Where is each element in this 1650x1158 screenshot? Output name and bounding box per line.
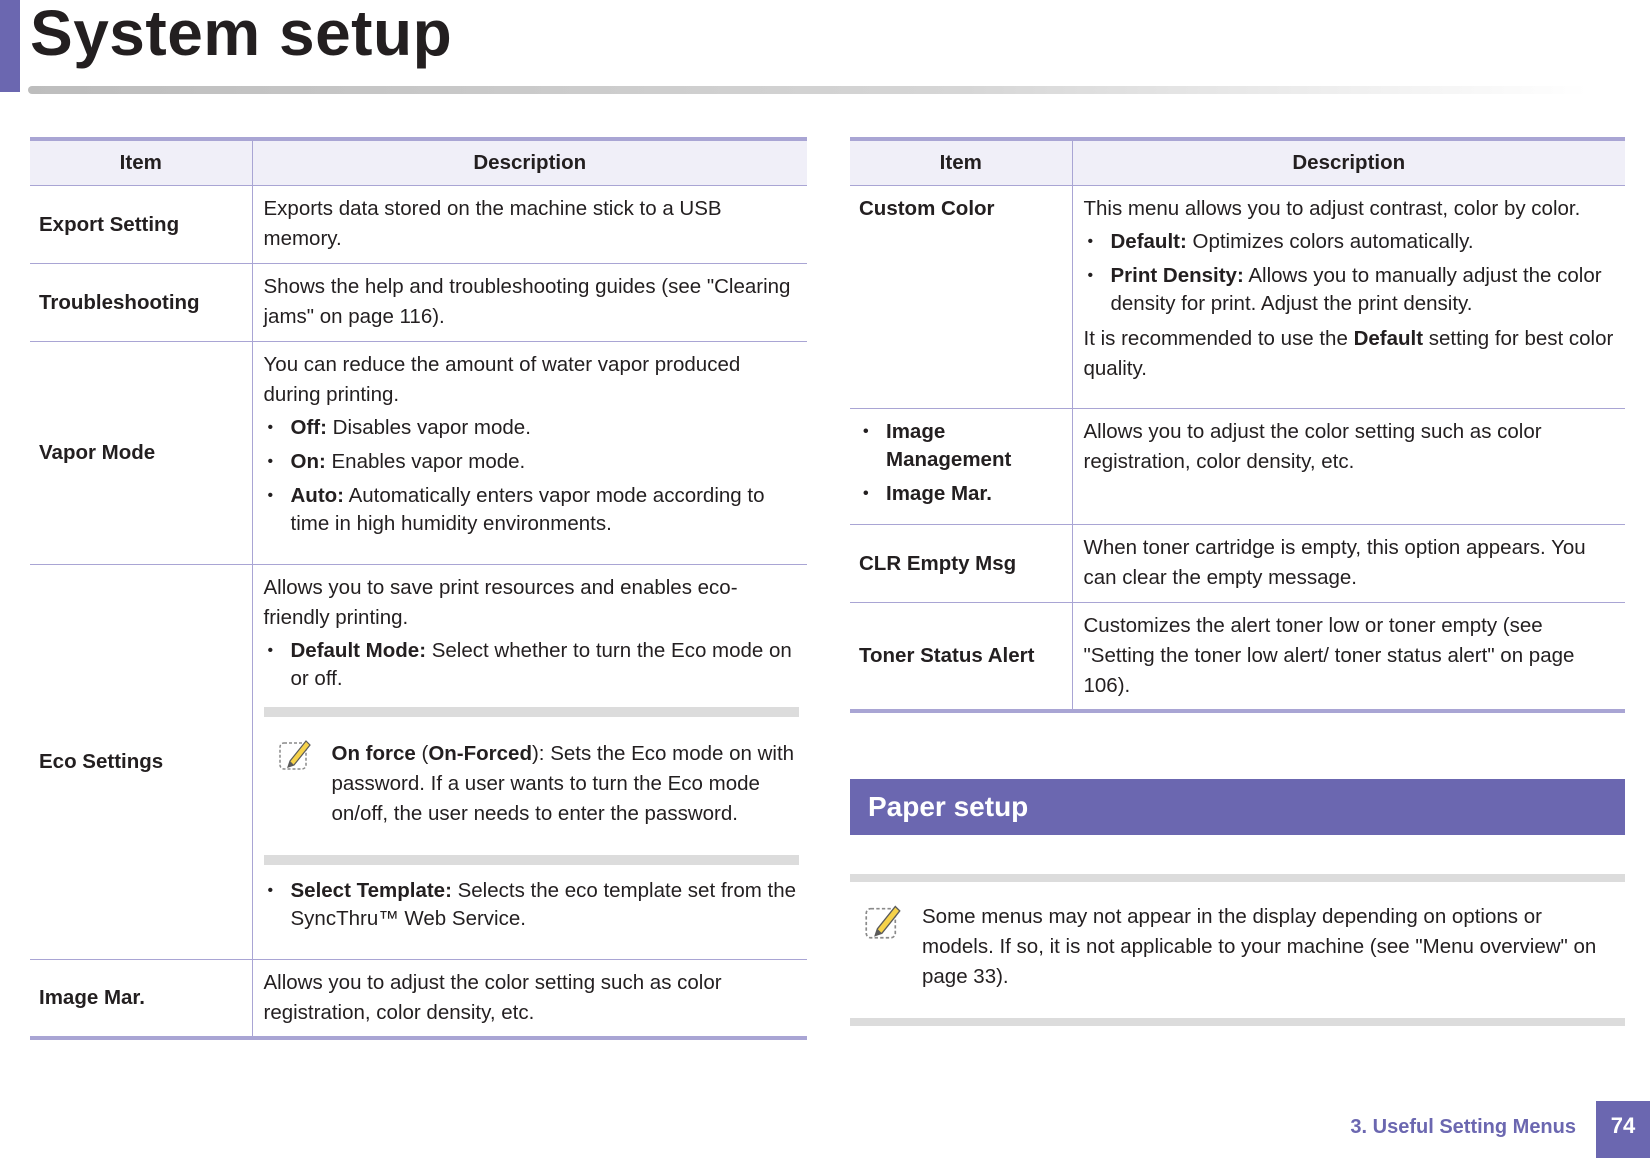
list-item xyxy=(264,637,798,693)
column-header-item: Item xyxy=(30,139,252,186)
note-text: Some menus may not appear in the display depending on options or models. If so, it is not applicable to your machine (see "Menu overview" on page 33). xyxy=(922,905,1597,988)
row-description xyxy=(1072,186,1625,409)
table-row xyxy=(30,565,807,960)
row-item: Toner Status Alert xyxy=(850,603,1072,712)
section-heading: Paper setup xyxy=(850,779,1625,835)
row-description xyxy=(252,342,807,565)
recommendation-text xyxy=(1084,324,1616,384)
table-header-row xyxy=(30,139,807,186)
row-description: Allows you to adjust the color setting such as color registration, color density, etc. xyxy=(1072,409,1625,525)
table-row xyxy=(30,960,807,1039)
bullet-list xyxy=(264,877,798,933)
bullet-label: Print Density: xyxy=(1110,264,1244,287)
list-item xyxy=(1084,262,1616,318)
list-item xyxy=(1084,228,1616,256)
table-row xyxy=(30,186,807,264)
row-item: Custom Color xyxy=(850,186,1072,409)
bullet-label: Select Template: xyxy=(290,879,452,902)
row-item: Vapor Mode xyxy=(30,342,252,565)
bullet-list xyxy=(264,414,798,538)
row-description xyxy=(252,565,807,960)
note-label: On force xyxy=(331,742,416,765)
title-accent-bar xyxy=(0,0,20,92)
note-pencil-icon xyxy=(864,902,902,940)
page-title: System setup xyxy=(30,0,453,69)
table-row xyxy=(850,186,1625,409)
row-item: Eco Settings xyxy=(30,565,252,960)
title-divider xyxy=(28,86,1588,94)
bullet-list xyxy=(1084,228,1616,318)
description-text: You can reduce the amount of water vapor produced during printing. xyxy=(263,353,741,406)
row-description: Allows you to adjust the color setting such as color registration, color density, etc. xyxy=(263,971,722,1024)
row-description: Customizes the alert toner low or toner empty (see "Setting the toner low alert/ toner status alert" on page 106). xyxy=(1083,614,1575,697)
row-item: CLR Empty Msg xyxy=(850,525,1072,603)
column-header-item: Item xyxy=(850,139,1072,186)
row-item xyxy=(850,409,1072,525)
bullet-label: On: xyxy=(290,450,326,473)
row-item: Export Setting xyxy=(30,186,252,264)
left-settings-table xyxy=(30,137,807,1040)
note-label-alt: On-Forced xyxy=(428,742,532,765)
note-box xyxy=(264,707,800,865)
note-paren: ( xyxy=(415,742,429,765)
table-row xyxy=(850,409,1625,525)
description-text: Allows you to save print resources and enables eco-friendly printing. xyxy=(263,576,738,629)
bullet-text: Disables vapor mode. xyxy=(326,416,531,439)
table-row xyxy=(30,264,807,342)
recommendation-suffix: setting for best color quality. xyxy=(1083,327,1614,380)
list-item xyxy=(264,414,798,442)
page-number: 74 xyxy=(1596,1101,1650,1158)
row-item: Image Mar. xyxy=(30,960,252,1039)
list-item: • Image Mar. xyxy=(859,480,1062,508)
row-description: When toner cartridge is empty, this option appears. You can clear the empty message. xyxy=(1072,525,1625,603)
recommendation-bold: Default xyxy=(1353,327,1424,350)
bullet-list xyxy=(859,418,1062,508)
list-item xyxy=(264,482,798,538)
column-header-description: Description xyxy=(252,139,807,186)
table-row xyxy=(30,342,807,565)
bullet-text: Allows you to manually adjust the color density for print. Adjust the print density. xyxy=(1110,264,1602,315)
row-item: Troubleshooting xyxy=(30,264,252,342)
table-header-row xyxy=(850,139,1625,186)
list-item xyxy=(264,448,798,476)
bullet-text: Automatically enters vapor mode according to time in high humidity environments. xyxy=(290,484,765,535)
bullet-label: Default: xyxy=(1110,230,1187,253)
bullet-label: Default Mode: xyxy=(290,639,427,662)
bullet-label: Auto: xyxy=(290,484,345,507)
bullet-list xyxy=(264,637,798,693)
row-description: Shows the help and troubleshooting guides (see "Clearing jams" on page 116). xyxy=(252,264,807,342)
note-box xyxy=(850,874,1625,1026)
column-header-description: Description xyxy=(1072,139,1625,186)
recommendation-prefix: It is recommended to use the xyxy=(1083,327,1354,350)
bullet-label: Off: xyxy=(290,416,327,439)
chapter-label: 3. Useful Setting Menus xyxy=(1350,1116,1576,1138)
bullet-text: Enables vapor mode. xyxy=(325,450,526,473)
right-settings-table xyxy=(850,137,1625,713)
table-row xyxy=(850,603,1625,712)
bullet-text: Optimizes colors automatically. xyxy=(1186,230,1474,253)
note-text: ): Sets the Eco mode on with password. If a user wants to turn the Eco mode on/off, the user needs to enter the password. xyxy=(331,742,795,825)
row-description: Exports data stored on the machine stick to a USB memory. xyxy=(252,186,807,264)
bullet-text: Selects the eco template set from the SyncThru™ Web Service. xyxy=(290,879,797,930)
list-item xyxy=(264,877,798,933)
table-row xyxy=(850,525,1625,603)
list-item: • Image Management xyxy=(859,418,1062,474)
note-pencil-icon xyxy=(278,737,312,771)
description-text: This menu allows you to adjust contrast, color by color. xyxy=(1083,197,1581,220)
bullet-text: Select whether to turn the Eco mode on or off. xyxy=(290,639,792,690)
